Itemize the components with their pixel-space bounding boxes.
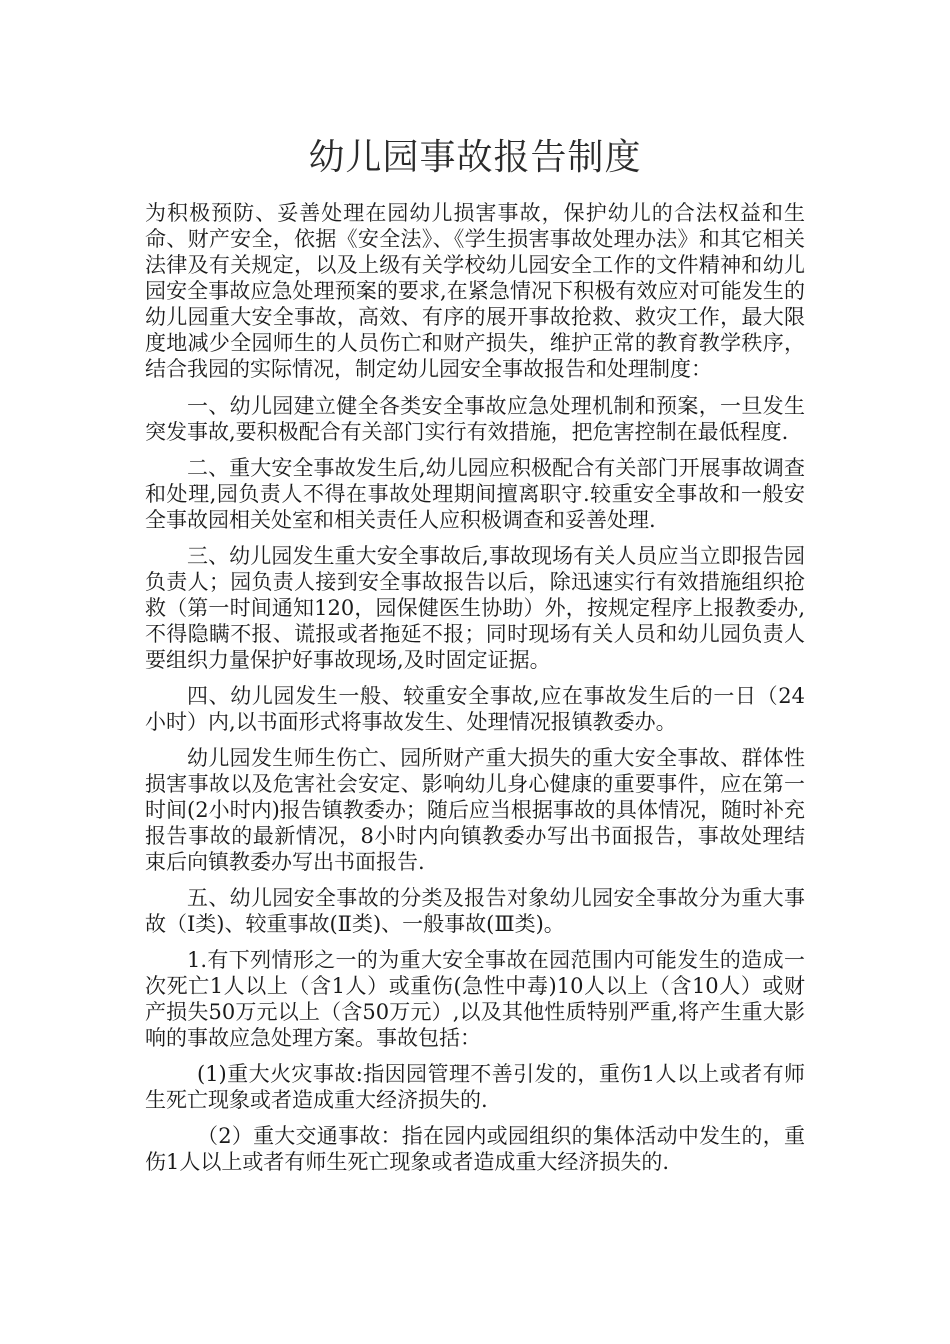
paragraph-intro: 为积极预防、妥善处理在园幼儿损害事故，保护幼儿的合法权益和生命、财产安全，依据《安全法》、《学生损害事故处理办法》和其它相关法律及有关规定，以及上级有关学校幼儿园安全工作的文件精神和幼儿园安全事故应急处理预案的要求,在紧急情况下积极有效应对可能发生的幼儿园重大安全事故，高效、有序的展开事故抢救、救灾工作，最大限度地减少全园师生的人员伤亡和财产损失，维护正常的教育教学秩序，结合我园的实际情况，制定幼儿园安全事故报告和处理制度： bbox=[145, 201, 805, 381]
paragraph-section-2: 二、重大安全事故发生后,幼儿园应积极配合有关部门开展事故调查和处理,园负责人不得在事故处理期间擅离职守.较重安全事故和一般安全事故园相关处室和相关责任人应积极调查和妥善处理. bbox=[145, 456, 805, 532]
document-page bbox=[145, 128, 805, 1185]
paragraph-section-4: 四、幼儿园发生一般、较重安全事故,应在事故发生后的一日（24小时）内,以书面形式将事故发生、处理情况报镇教委办。 bbox=[145, 684, 805, 734]
paragraph-major-incident-report: 幼儿园发生师生伤亡、园所财产重大损失的重大安全事故、群体性损害事故以及危害社会安定、影响幼儿身心健康的重要事件，应在第一时间(2小时内)报告镇教委办；随后应当根据事故的具体情况，随时补充报告事故的最新情况，8小时内向镇教委办写出书面报告，事故处理结束后向镇教委办写出书面报告. bbox=[145, 746, 805, 874]
paragraph-section-1: 一、幼儿园建立健全各类安全事故应急处理机制和预案，一旦发生突发事故,要积极配合有关部门实行有效措施，把危害控制在最低程度. bbox=[145, 394, 805, 444]
document-title: 幼儿园事故报告制度 bbox=[308, 137, 642, 178]
paragraph-section-3: 三、幼儿园发生重大安全事故后,事故现场有关人员应当立即报告园负责人；园负责人接到安全事故报告以后，除迅速实行有效措施组织抢救（第一时间通知120，园保健医生协助）外，按规定程序上报教委办,不得隐瞒不报、谎报或者拖延不报；同时现场有关人员和幼儿园负责人要组织力量保护好事故现场,及时固定证据。 bbox=[145, 544, 805, 672]
paragraph-subitem-fire: (1)重大火灾事故:指因园管理不善引发的，重伤1人以上或者有师生死亡现象或者造成重大经济损失的. bbox=[145, 1062, 805, 1112]
paragraph-subitem-traffic: （2）重大交通事故：指在园内或园组织的集体活动中发生的，重伤1人以上或者有师生死亡现象或者造成重大经济损失的. bbox=[145, 1124, 805, 1174]
paragraph-item-1: 1.有下列情形之一的为重大安全事故在园范围内可能发生的造成一次死亡1人以上（含1人）或重伤(急性中毒)10人以上（含10人）或财产损失50万元以上（含50万元）,以及其他性质特别严重,将产生重大影响的事故应急处理方案。事故包括： bbox=[145, 948, 805, 1050]
paragraph-section-5: 五、幼儿园安全事故的分类及报告对象幼儿园安全事故分为重大事故（Ⅰ类)、较重事故(Ⅱ类)、一般事故(Ⅲ类)。 bbox=[145, 886, 805, 936]
